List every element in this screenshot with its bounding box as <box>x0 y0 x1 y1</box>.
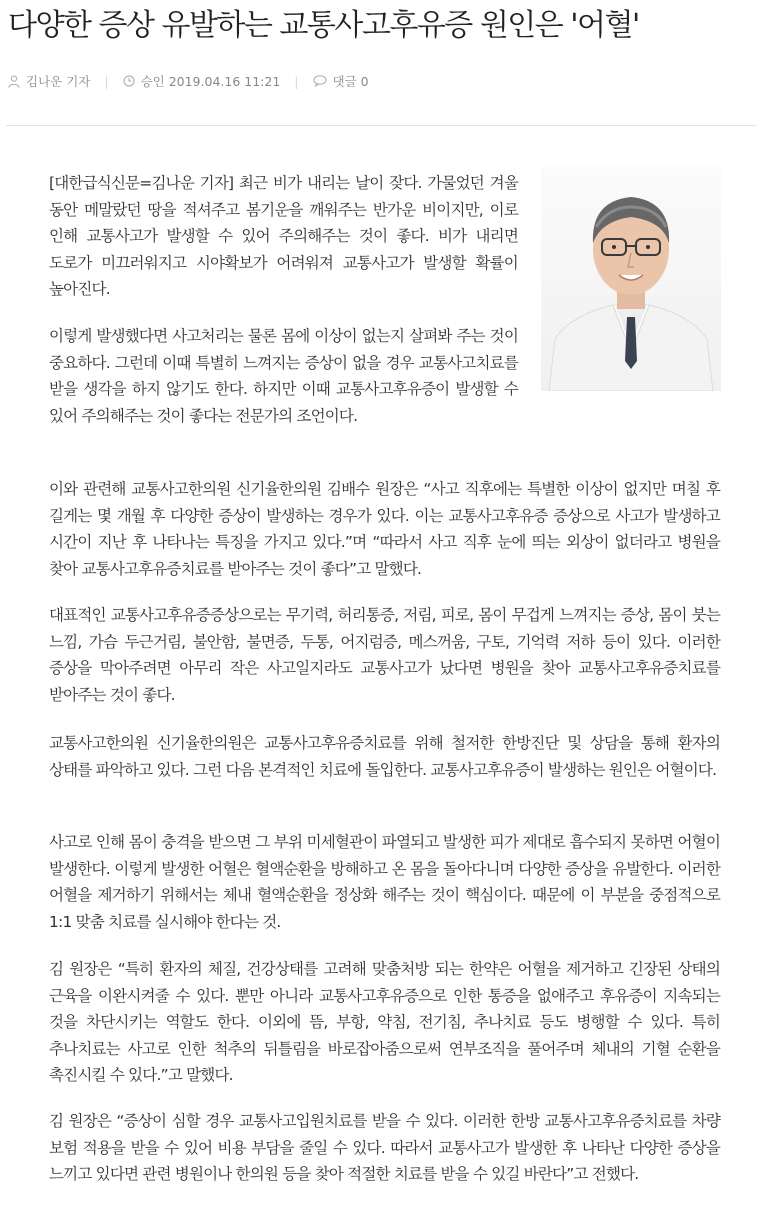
article-paragraph: 대표적인 교통사고후유증증상으로는 무기력, 허리통증, 저림, 피로, 몸이 무겁게 느껴지는 증상, 몸이 붓는 느낌, 가슴 두근거림, 불안함, 불면증, 두통, 어지럼증, 메스꺼움, 구토, 기억력 저하 등이 있다. 이러한 증상을 막아주려면 아무리 작은 사고일지라도 교통사고가 났다면 병원을 찾아 교통사고후유증치료를 받아주는 것이 좋다. <box>49 606 720 704</box>
article-paragraph: [대한급식신문=김나운 기자] 최근 비가 내리는 날이 잦다. 가물었던 겨울 동안 메말랐던 땅을 적셔주고 봄기운을 깨워주는 반가운 비이지만, 이로 인해 교통사고가 발생할 수 있어 주의해주는 것이 좋다. 비가 내리면 도로가 미끄러워지고 시야확보가 어려워져 교통사고가 발생할 확률이 높아진다. <box>49 174 518 299</box>
meta-separator: | <box>104 73 109 89</box>
article-paragraph: 교통사고한의원 신기율한의원은 교통사고후유증치료를 위해 철저한 한방진단 및 상담을 통해 환자의 상태를 파악하고 있다. 그런 다음 본격적인 치료에 돌입한다. 교통사고후유증이 발생하는 원인은 어혈이다. <box>49 734 720 779</box>
publish-date: 승인 2019.04.16 11:21 <box>140 74 281 89</box>
author-info[interactable] <box>8 72 90 90</box>
article-paragraph: 이렇게 발생했다면 사고처리는 물론 몸에 이상이 없는지 살펴봐 주는 것이 중요하다. 그런데 이때 특별히 느껴지는 증상이 없을 경우 교통사고치료를 받을 생각을 하지 않기도 한다. 하지만 이때 교통사고후유증이 발생할 수 있어 주의해주는 것이 좋다는 전문가의 조언이다. <box>49 327 518 425</box>
article-paragraph: 김 원장은 “증상이 심할 경우 교통사고입원치료를 받을 수 있다. 이러한 한방 교통사고후유증치료를 차량 보험 적용을 받을 수 있어 비용 부담을 줄일 수 있다. 따라서 교통사고가 발생한 후 나타난 다양한 증상을 느끼고 있다면 관련 병원이나 한의원 등을 찾아 적절한 치료를 받을 수 있길 바란다”고 전했다. <box>49 1112 720 1184</box>
article-meta <box>8 70 369 92</box>
article-paragraph: 사고로 인해 몸이 충격을 받으면 그 부위 미세혈관이 파열되고 발생한 피가 제대로 흡수되지 못하면 어혈이 발생한다. 이렇게 발생한 어혈은 혈액순환을 방해하고 온 몸을 돌아다니며 다양한 증상을 유발한다. 이러한 어혈을 제거하기 위해서는 체내 혈액순환을 정상화 해주는 것이 핵심이다. 때문에 이 부분을 중점적으로 1:1 맞춤 치료를 실시해야 한다는 것. <box>49 833 720 931</box>
comment-count: 댓글 0 <box>332 74 369 89</box>
comments-link[interactable] <box>313 72 369 90</box>
article-paragraph: 이와 관련해 교통사고한의원 신기율한의원 김배수 원장은 “사고 직후에는 특별한 이상이 없지만 며칠 후 길게는 몇 개월 후 다양한 증상이 발생하는 경우가 있다. 이는 교통사고후유증 증상으로 사고가 발생하고 시간이 지난 후 나타나는 특징을 가지고 있다.”며 “따라서 사고 직후 눈에 띄는 외상이 없더라고 병원을 찾아 교통사고후유증치료를 받아주는 것이 좋다”고 말했다. <box>49 480 720 578</box>
doctor-photo <box>541 167 721 391</box>
speech-bubble-icon <box>313 75 327 87</box>
person-icon <box>8 75 20 88</box>
article-title: 다양한 증상 유발하는 교통사고후유증 원인은 '어혈' <box>8 8 639 43</box>
author-name: 김나운 기자 <box>26 74 91 89</box>
header-divider <box>6 125 756 126</box>
date-info <box>123 72 281 90</box>
article-paragraph: 김 원장은 “특히 환자의 체질, 건강상태를 고려해 맞춤처방 되는 한약은 어혈을 제거하고 긴장된 상태의 근육을 이완시켜줄 수 있다. 뿐만 아니라 교통사고후유증으로 인한 통증을 없애주고 후유증이 지속되는 것을 차단시키는 역할도 한다. 이외에 뜸, 부항, 약침, 전기침, 추나치료 등도 병행할 수 있다. 특히 추나치료는 사고로 인한 척추의 뒤틀림을 바로잡아줌으로써 연부조직을 풀어주며 체내의 기혈 순환을 촉진시킬 수 있다.”고 말했다. <box>49 960 720 1085</box>
meta-separator: | <box>294 73 299 89</box>
clock-icon <box>123 75 135 87</box>
